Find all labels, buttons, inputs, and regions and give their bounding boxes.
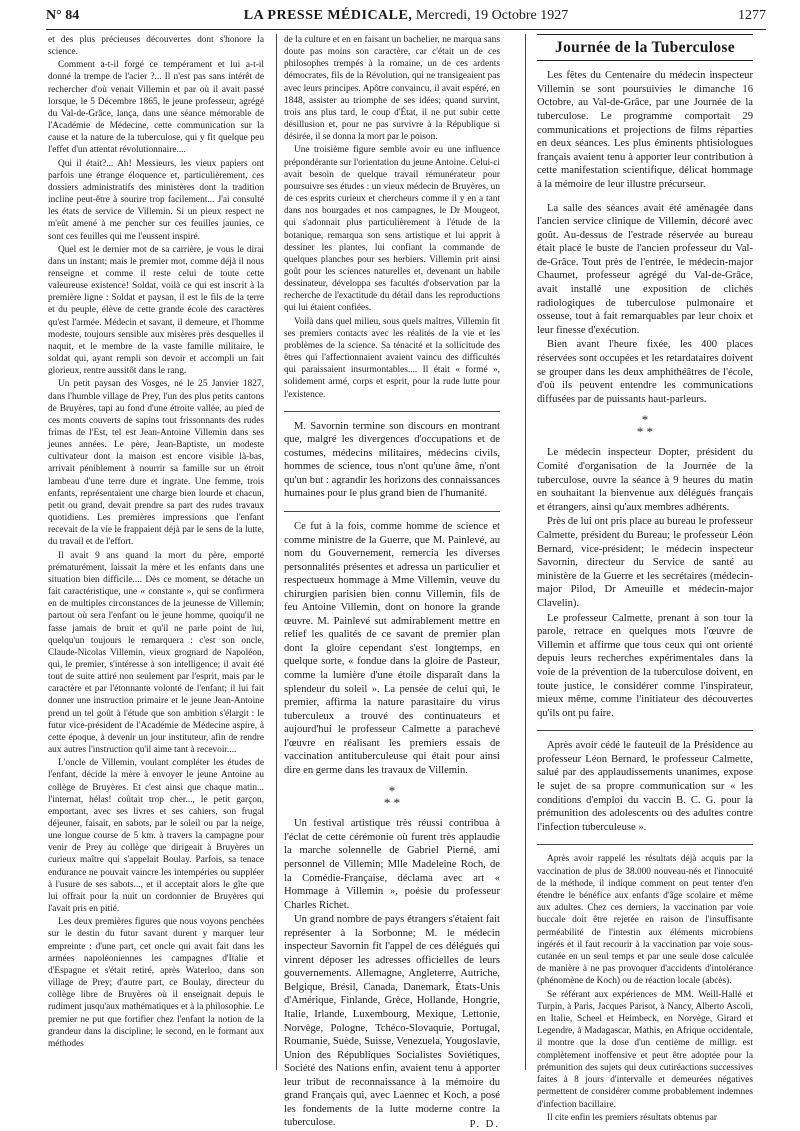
- paragraph: Qui il était?... Ah! Messieurs, les vieux papiers ont parfois une étrange éloquence et, particulièrement, ces dossiers administratifs des ministères dont la tradition incline peut-être à sourire trop facilement... J'ai consulté les états de service de Villemin. Si un pieux respect ne m'eût amené à me pencher sur ces feuilles jaunies, ce sont ces feuilles qui me l'eussent inspiré.: [48, 158, 264, 242]
- asterism-ornament: * * *: [636, 412, 654, 440]
- paragraph: Voilà dans quel milieu, sous quels maîtres, Villemin fit ses premiers contacts avec les réalités de la vie et les problèmes de la science. Sa ténacité et la sollicitude des êtres qui l'affectionnaient avaient vaincu des difficultés qui paraissaient insurmontables.... Il était « formé », solidement armé, corps et esprit, pour la rude lutte pour l'existence.: [284, 316, 500, 400]
- paragraph: Le professeur Calmette, prenant à son tour la parole, retrace en quelques mots l'œuvre de Villemin et affirme que tous ceux qui ont orienté depuis leurs recherches expérimentales dans la voie de la prévention de la tuberculose doivent, en toute justice, le considérer comme l'inspirateur, mieux même, comme l'initiateur des découvertes qu'ils ont pu faire.: [537, 612, 753, 719]
- author-signature: P. D.: [469, 1118, 500, 1130]
- paragraph: Se référant aux expériences de MM. Weill-Hallé et Turpin, à Paris, Jacques Parisot, à Nancy, Alberto Ascoli, en Italie, Scheel et Heimbeck, en Norvège, Girard et Legendre, à Madagascar, Mathis, en Afrique occidentale, il montre que la dose d'un centième de milligr. est complètement inoffensive et peut être adoptée pour la prémunition des sujets qui deux cutiréactions successives faites à 8 jours d'intervalle et demeurées négatives permettent de considérer comme probablement indemnes d'infection bacillaire.: [537, 989, 753, 1110]
- paragraph: Un grand nombre de pays étrangers s'étaient fait représenter à la Sorbonne; M. le médecin inspecteur Savornin fit l'appel de ces délégués qui vinrent déposer les adresses officielles de leurs gouvernements. Allemagne, Angleterre, Autriche, Belgique, Brésil, Canada, Danemark, États-Unis d'Amérique, Finlande, Grèce, Hollande, Hongrie, Italie, Irlande, Luxembourg, Mexique, Lettonie, Norvège, Pologne, Tchéco-Slovaquie, Portugal, Roumanie, Suède, Suisse, Venezuela, Yougoslavie, Union des Républiques Socialistes Soviétiques, Société des Nations enfin, avaient tenu à apporter leur tribut de reconnaissance à la mémoire du grand Français qui, avec Laennec et Koch, a posé les fondements de la lutte moderne contre la tuberculose.: [284, 914, 500, 1129]
- paragraph: Un festival artistique très réussi contribua à l'éclat de cette cérémonie où furent très applaudie la marche solennelle de Gabriel Pierné, ami personnel de Villemin; Mlle Madeleine Roch, de la Comédie-Française, déclama avec art « Hommage à Villemin », poésie du professeur Charles Richet.: [284, 818, 500, 911]
- masthead: [46, 8, 766, 24]
- paragraph: L'oncle de Villemin, voulant compléter les études de l'enfant, décide la mère à envoyer le jeune Antoine au collège de Bruyères. Et c'est ainsi que chaque matin... l'internat, hélas! coûtait trop cher..., le petit garçon, emportant, avec ses livres et ses cahiers, son frugal déjeuner, faisait, en sabots, par le soleil ou par la neige, une longue course de 5 km. à travers la campagne pour venir de Prey au collège que dirigeait à Bruyères un curieux maître qui s'appelait Boulay. Parfois, sa tenace endurance ne pouvait vaincre les intempéries ou suppléer à l'usure de ses sabots..., et il acceptait alors le gîte que lui offrait pour la nuit un cordonnier de Bruyères qui l'avait pris en pitié.: [48, 758, 264, 915]
- paragraph: Un petit paysan des Vosges, né le 25 Janvier 1827, dans l'humble village de Prey, l'un des plus petits cantons de Bruyères, tapi au fond d'une étroite vallée, au pied de ces monts couverts de sapins tout frissonnants des rudes frimas de l'Est, tel est Jean-Antoine Villemin dans ses jeunes années. Le père, Jean-Baptiste, un modeste cultivateur dont la maison est encore visible là-bas, arrivait péniblement à nourrir sa famille sur un étroit lambeau d'une terre dure et ingrate. Une femme, trois enfants, représentaient une charge bien lourde et chacun, petit ou grand, devait prendre sa part des rudes travaux quotidiens. Les premières impressions que l'enfant recevait de la vie le frappaient déjà par le sens de la lutte, du travail et de l'effort.: [48, 379, 264, 548]
- column-divider: [525, 34, 526, 1070]
- paragraph: Après avoir rappelé les résultats déjà acquis par la vaccination de plus de 38.000 nouveau-nés et l'innocuité de la méthode, il indique comment on peut tenter d'en étendre le bénéfice aux enfants d'âge scolaire et même aux adultes. Chez ces derniers, la vaccination par voie buccale doit être rejetée en raison de l'insuffisante perméabilité de l'intestin aux éléments microbiens ingérés et il faut recourir à la vaccination par voie sous-cutanée en un seul temps et par une seule dose calculée de manière à ne pas provoquer d'accidents d'intolérance (phénomène de Koch) ou de réaction locale (abcès).: [537, 854, 753, 987]
- paragraph: Le médecin inspecteur Dopter, président du Comité d'organisation de la Journée de la tuberculose, ouvre la séance à 9 heures du matin en souhaitant la bienvenue aux délégués français et étrangers, ainsi qu'aux membres adhérents.: [537, 447, 753, 513]
- paragraph: Près de lui ont pris place au bureau le professeur Calmette, président du Bureau; le professeur Léon Bernard, vice-président; le médecin inspecteur Savornin, directeur du Service de santé au ministère de la Guerre et les secrétaires (médecin-major Pilod, Dr Ameuille et médecin-major Clavelin).: [537, 516, 753, 609]
- paragraph: Les deux premières figures que nous voyons penchées sur le destin du futur savant durent y marquer leur empreinte : d'une part, cet oncle qui avait fait dans les armées napoléoniennes les campagnes d'Italie et d'Espagne et s'était retiré, après Waterloo, dans son village de Prey; d'autre part, ce Boulay, directeur du collège libre de Bruyères où il enseignait depuis le rudiment jusqu'aux mathématiques et à la philosophie. Le premier ne put que fortifier chez l'enfant la notion de la grandeur dans la discipline; le second, en le formant aux méthodes: [48, 917, 264, 1049]
- paragraph: Les fêtes du Centenaire du médecin inspecteur Villemin se sont poursuivies le dimanche 16 Octobre, au Val-de-Grâce, par une Journée de la tuberculose. Le programme comportait 29 communications et projections de films réparties en deux séances. Les plus éminents phtisiologues français avaient tenu à apporter leur contribution à cette manifestation scientifique, délicat hommage à la mémoire de leur illustre précurseur.: [537, 70, 753, 190]
- paragraph: La salle des séances avait été aménagée dans l'ancien service clinique de Villemin, décoré avec goût. Au-dessus de l'estrade réservée au bureau était placé le buste de l'ancien professeur du Val-de-Grâce. Tout près de l'entrée, le médecin-major Chaumet, professeur agrégé du Val-de-Grâce, avait installé une exposition de clichés radiologiques de tuberculose pulmonaire et osseuse, tout à fait remarquables par leur choix et leur finesse d'exécution.: [537, 202, 753, 336]
- paragraph: et des plus précieuses découvertes dont s'honore la science.: [48, 35, 264, 58]
- paragraph: Quel est le dernier mot de sa carrière, je vous le dirai dans un instant; mais le premier mot, comme déjà il nous renseigne et comme il reste celui de toute cette valeureuse existence! Soldat, voilà ce qui est inscrit à la première ligne : Soldat et paysan, il est le fils de la terre et du peuple, élève de cette grande école des caractères qu'est l'armée. Médecin et savant, il demeure, et l'homme modeste, toujours sensible aux misères près desquelles il naquit, et le membre de la vaste famille militaire, le soldat qui, ayant rempli son devoir et accompli un fait glorieux, rentre aussitôt dans le rang.: [48, 244, 264, 377]
- journal-title: LA PRESSE MÉDICALE,: [243, 8, 413, 23]
- column-divider: [276, 34, 277, 1070]
- paragraph: Il cite enfin les premiers résultats obtenus par: [547, 1112, 717, 1123]
- column-middle: [284, 34, 500, 1130]
- issue-number: N° 84: [46, 8, 80, 23]
- paragraph: de la culture et en en faisant un bachelier, ne marqua sans doute pas moins son caractère, car c'était un de ces philosophes trempés à la romaine, un de ces ardents démocrates, fils de la Révolution, qui ne transigeaient pas avec leurs principes. Apôtre convaincu, il avait espéré, en 1848, assister au triomphe de ses idées; quand survint, trois ans plus tard, le coup d'État, il ne put subir cette désillusion et, pour ne pas survivre à la République si désirée, il se donna la mort par le poison.: [284, 35, 500, 143]
- paragraph: Comment a-t-il forgé ce tempérament et lui a-t-il donné la trempe de l'acier ?... Il n'est pas sans intérêt de rechercher d'où venait Villemin et par où il avait passé lorsque, le 5 Décembre 1865, le jeune professeur, agrégé du Val-de-Grâce, lança, dans une séance mémorable de l'Académie de Médecine, cette communication sur la cause et la nature de la tuberculose, qui y fit quelque peu l'effet d'un attentat révolutionnaire....: [48, 60, 264, 156]
- section-rule: [537, 730, 753, 731]
- asterism-ornament: * * *: [383, 783, 401, 811]
- paragraph: Après avoir cédé le fauteuil de la Présidence au professeur Léon Bernard, le professeur Calmette, salué par des applaudissements unanimes, expose le sujet de sa propre communication sur « les conditions d'emploi du vaccin B. C. G. pour la prémunition des adolescents ou des adultes contre l'infection tuberculeuse ».: [537, 740, 753, 833]
- section-rule: [284, 511, 500, 512]
- column-left: [48, 34, 264, 1074]
- page-number: 1277: [738, 8, 766, 23]
- section-rule: [284, 411, 500, 412]
- paragraph: Bien avant l'heure fixée, les 400 places réservées sont occupées et les retardataires doivent se grouper dans les deux amphithéâtres de l'école, d'où ils peuvent entendre les communications diffusées par de puissants haut-parleurs.: [537, 339, 753, 405]
- section-title: Journée de la Tuberculose: [537, 34, 753, 61]
- page-header: [46, 8, 766, 28]
- paragraph: Ce fut à la fois, comme homme de science et comme ministre de la Guerre, que M. Painlevé, au nom du Gouvernement, remercia les diverses personnalités présentes et adressa un particulier et respectueux hommage à Mme Villemin, veuve du chirurgien parisien bien connu Villemin, fils de feu Antoine Villemin, dont on honore la grande œuvre. M. Painlevé sut admirablement mettre en relief les qualités de ce savant de premier plan dont la gloire cependant s'est longtemps, en quelque sorte, « fondue dans la gloire de Pasteur, comme la lumière d'une étoile disparaît dans la splendeur du soleil ». La pensée de celui qui, le premier, affirma la nature parasitaire du virus tuberculeux a trouvé des continuateurs et aujourd'hui le professeur Calmette a parachevé l'œuvre en réalisant les premiers essais de vaccination antituberculeuse qui était pour ainsi dire en germe dans les travaux de Villemin.: [284, 520, 500, 776]
- paragraph: M. Savornin termine son discours en montrant que, malgré les divergences d'occupations et de costumes, médecins militaires, médecins civils, hommes de science, tous n'ont qu'une âme, n'ont qu'un but : agrandir les horizons des connaissances humaines pour le plus grand bien de l'humanité.: [284, 420, 500, 500]
- section-rule: [537, 844, 753, 845]
- column-right: [537, 34, 753, 1123]
- issue-date: Mercredi, 19 Octobre 1927: [412, 8, 569, 23]
- paragraph: Il avait 9 ans quand la mort du père, emporté prématurément, laissait la mère et les enfants dans une situation bien difficile.... Dès ce moment, se détache un fait caractéristique, une « constante », qui se confirmera en de multiples circonstances de la jeunesse de Villemin; partout où sera l'enfant ou le jeune homme, quoiqu'il ne fasse jamais de bruit et qu'il ne parle point de lui, quelqu'un toujours le remarquera : c'est son oncle, Claude-Nicolas Villemin, vieux grognard de Napoléon, qui, le premier, s'intéresse à son intelligence; il avait été tout de suite attiré non seulement par l'esprit, mais par le caractère et par l'étonnante volonté de l'enfant; il lui fait donner une instruction primaire et le jeune Jean-Antoine prend un tel goût à l'étude que son ambition s'élargit : le futur vice-président de l'Académie de Médecine aspire, à cette époque, à devenir un jour instituteur, afin de rendre aux autres l'instruction qu'il aime tant à recevoir....: [48, 550, 264, 756]
- header-rule: [46, 29, 766, 30]
- paragraph: Une troisième figure semble avoir eu une influence prépondérante sur l'orientation du jeune Antoine. Celui-ci avait besoin de quelque travail rémunérateur pour poursuivre ses études : un vieux médecin de Bruyères, un de ces esprits curieux et chercheurs comme il y en a tant dans nos bourgades et nos campagnes, le Dr Mougeot, qui s'adonnait plus particulièrement à l'étude de la botanique, remarqua son sens artistique et lui apprit à dessiner les plantes, lui confiant la commande de quelques planches pour ses herbiers. Villemin prit ainsi goût pour les sciences naturelles et, devenant un habile dessinateur, développa ses facultés d'observation par la recherche de l'exactitude du détail dans les reproductions qui lui étaient confiées.: [284, 145, 500, 314]
